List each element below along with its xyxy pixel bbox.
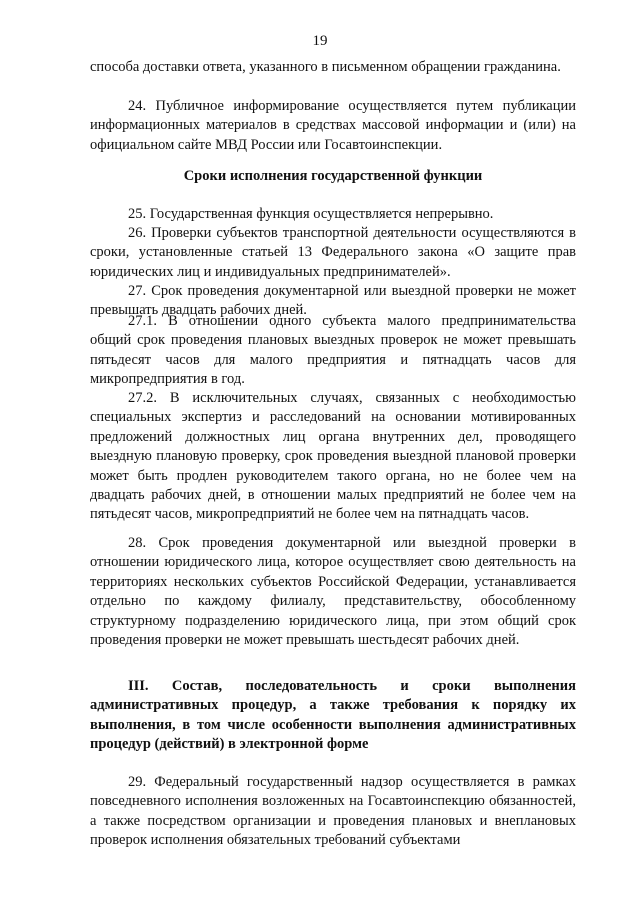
paragraph-27-2: 27.2. В исключительных случаях, связанных с необходимостью специальных экспертиз и расследований на основании мотивированных предложений должностных лиц органа внутренних дел, проводящего выездную плановую проверку, срок проведения выездной плановой проверки может быть продлен руководителем такого органа, но не более чем на двадцать рабочих дней, в отношении малых предприятий не более чем на пятьдесят часов, микропредприятий не более чем на пятнадцать часов.	[90, 390, 576, 523]
paragraph-24: 24. Публичное информирование осуществляется путем публикации информационных материалов в средствах массовой информации и (или) на официальном сайте МВД России или Госавтоинспекции.	[90, 98, 576, 153]
paragraph-26: 26. Проверки субъектов транспортной деятельности осуществляются в сроки, установленные статьей 13 Федерального закона «О защите прав юридических лиц и индивидуальных предпринимателей».	[90, 225, 576, 280]
paragraph-25: 25. Государственная функция осуществляется непрерывно.	[128, 206, 494, 222]
paragraph-continuation: способа доставки ответа, указанного в письменном обращении гражданина.	[90, 59, 561, 75]
paragraph-29: 29. Федеральный государственный надзор осуществляется в рамках повседневного исполнения возложенных на Госавтоинспекцию обязанностей, а также посредством организации и проведения плановых и внеплановых проверок исполнения обязательных требований субъектами	[90, 774, 576, 849]
paragraph-28: 28. Срок проведения документарной или выездной проверки в отношении юридического лица, которое осуществляет свою деятельность на территориях нескольких субъектов Российской Федерации, устанавливается отдельно по каждому филиалу, представительству, обособленному структурному подразделению юридического лица, при этом общий срок проведения проверки не может превышать шестьдесят рабочих дней.	[90, 535, 576, 649]
heading-section-3: III. Состав, последовательность и сроки выполнения административных процедур, а также требования к порядку их выполнения, в том числе особенности выполнения административных процедур (действий) в электронной форме	[90, 678, 576, 753]
paragraph-27: 27. Срок проведения документарной или выездной проверки не может превышать двадцать рабочих дней.	[90, 283, 576, 319]
heading-terms: Сроки исполнения государственной функции	[183, 168, 483, 184]
page-number: 19	[312, 33, 328, 49]
paragraph-27-1: 27.1. В отношении одного субъекта малого предпринимательства общий срок проведения плановых выездных проверок не может превышать пятьдесят часов для малого предприятия и пятнадцать часов для микропредприятия в год.	[90, 313, 576, 388]
